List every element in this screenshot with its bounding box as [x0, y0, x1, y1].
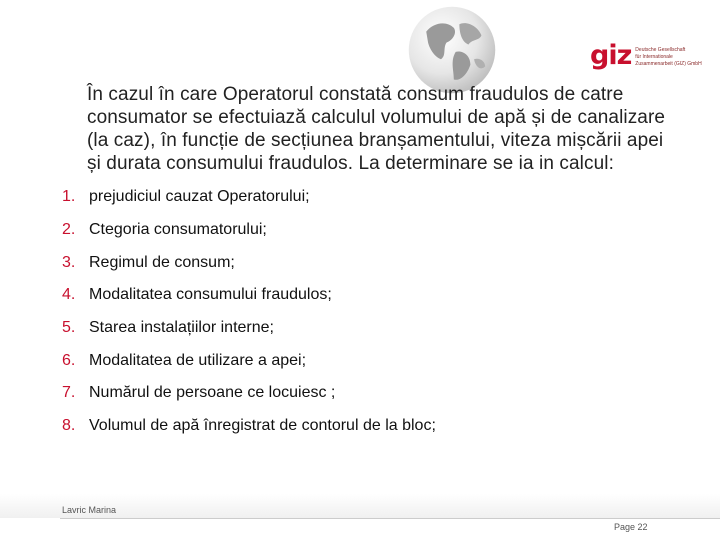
item-number: 2.: [62, 221, 76, 239]
item-number: 1.: [62, 188, 76, 206]
list-item: [62, 181, 436, 214]
giz-logo: [590, 42, 702, 70]
item-number: 8.: [62, 417, 76, 435]
item-text: Modalitatea consumului fraudulos;: [89, 286, 332, 304]
footer-author: Lavric Marina: [62, 505, 117, 515]
item-text: Regimul de consum;: [89, 253, 235, 271]
list-item: [62, 410, 436, 443]
criteria-list: [62, 181, 436, 443]
intro-paragraph: În cazul în care Operatorul constată consum fraudulos de catre consumator se efectuiază calculul volumului de apă și de canalizare (la caz), în funcție de secțiunea branșamentului, viteza mișcării apei și durata consumului fraudulos. La determinare se ia in calcul:: [87, 84, 666, 174]
item-number: 7.: [62, 384, 76, 402]
logo-mark: giz: [590, 40, 632, 71]
item-number: 5.: [62, 319, 76, 337]
item-number: 3.: [62, 253, 76, 271]
item-text: Starea instalațiilor interne;: [89, 319, 274, 337]
logo-text: Deutsche Gesellschaft für Internationale Zusammenarbeit (GIZ) GmbH: [635, 47, 702, 67]
list-item: [62, 279, 436, 312]
list-item: [62, 312, 436, 345]
item-number: 4.: [62, 286, 76, 304]
item-text: prejudiciul cauzat Operatorului;: [89, 188, 310, 206]
item-text: Ctegoria consumatorului;: [89, 221, 267, 239]
item-text: Numărul de persoane ce locuiesc ;: [89, 384, 336, 402]
list-item: [62, 344, 436, 377]
footer-divider: [60, 518, 720, 519]
page-number: Page 22: [614, 522, 648, 532]
list-item: [62, 377, 436, 410]
item-text: Modalitatea de utilizare a apei;: [89, 351, 307, 369]
item-number: 6.: [62, 351, 76, 369]
list-item: [62, 246, 436, 279]
item-text: Volumul de apă înregistrat de contorul de la bloc;: [89, 417, 436, 435]
list-item: [62, 214, 436, 247]
